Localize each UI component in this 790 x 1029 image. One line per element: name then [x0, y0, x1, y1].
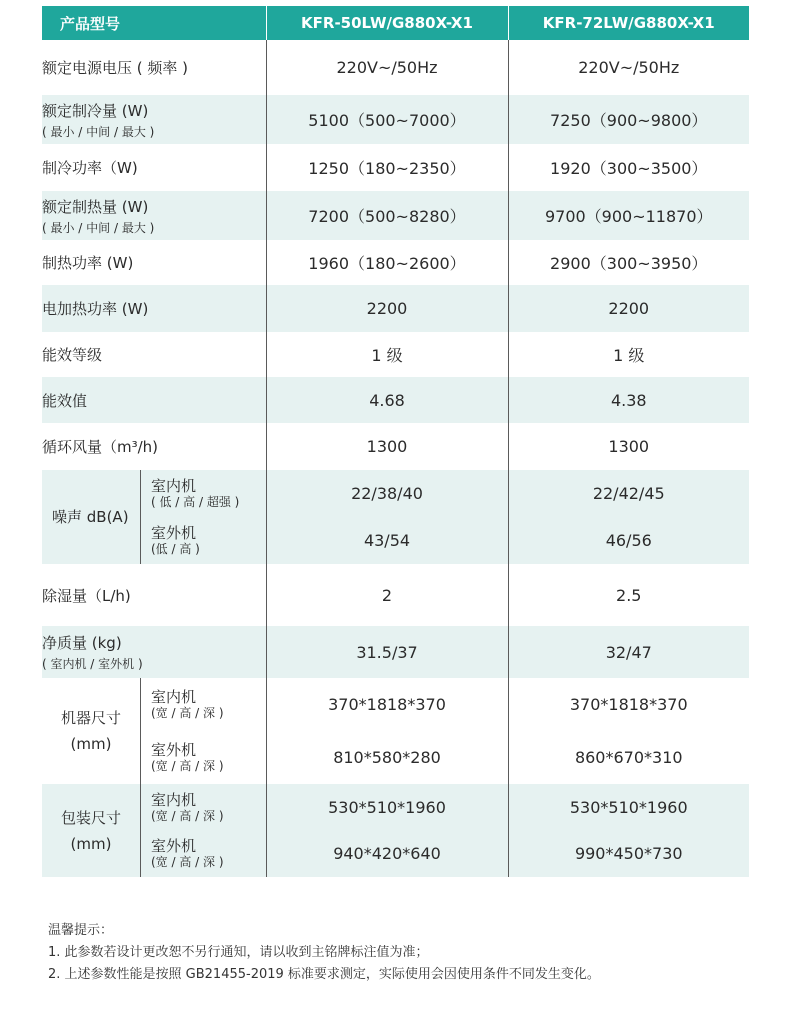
row-label: 净质量 (kg) — [42, 634, 122, 652]
outdoor-value: 990*450*730 — [574, 844, 683, 864]
value-model-1: 1250（180~2350） — [266, 144, 508, 191]
value-model-1 — [266, 470, 508, 564]
value-model-1 — [266, 784, 508, 877]
value-model-2 — [508, 784, 749, 877]
row-efficiency-grade — [42, 332, 749, 377]
outdoor-label: 室外机 — [151, 837, 197, 856]
indoor-sublabel: (宽 / 高 / 深 ) — [151, 808, 224, 823]
header-model-2: KFR-72LW/G880X-X1 — [508, 6, 749, 40]
row-label: 额定制冷量 (W) — [42, 101, 149, 120]
row-dehumidification — [42, 564, 749, 626]
indoor-sublabel: ( 低 / 高 / 超强 ) — [151, 495, 240, 509]
note-line-2: 2. 上述参数性能是按照 GB21455-2019 标准要求测定，实际使用会因使用条件不同发生变化。 — [48, 967, 600, 982]
value-model-2: 2900（300~3950） — [508, 240, 749, 285]
row-cooling-capacity — [42, 95, 749, 144]
value-model-1: 2200 — [266, 285, 508, 332]
row-label: 制热功率 (W) — [42, 240, 266, 285]
row-label: 能效等级 — [42, 332, 266, 377]
value-model-1: 5100（500~7000） — [266, 95, 508, 144]
row-package-size — [42, 784, 749, 877]
value-model-2: 1 级 — [508, 332, 749, 377]
row-machine-size — [42, 678, 749, 784]
value-model-1: 1 级 — [266, 332, 508, 377]
header-model-label: 产品型号 — [42, 6, 266, 40]
outdoor-value: 43/54 — [363, 531, 411, 550]
outdoor-sublabel: (低 / 高 ) — [151, 542, 200, 556]
row-label: 除湿量（L/h) — [42, 564, 266, 626]
row-label: 额定电源电压 ( 频率 ) — [42, 40, 266, 95]
row-voltage — [42, 40, 749, 95]
value-model-2: 1300 — [508, 423, 749, 470]
row-label-unit: (mm) — [70, 834, 112, 853]
value-model-1 — [266, 678, 508, 784]
value-model-2: 2200 — [508, 285, 749, 332]
row-sublabel: ( 最小 / 中间 / 最大 ) — [42, 124, 155, 139]
row-net-weight — [42, 626, 749, 678]
outdoor-sublabel: (宽 / 高 / 深 ) — [151, 855, 224, 870]
indoor-label: 室内机 — [151, 688, 197, 706]
outdoor-value: 860*670*310 — [574, 748, 683, 767]
row-noise — [42, 470, 749, 564]
indoor-sublabel: (宽 / 高 / 深 ) — [151, 706, 224, 720]
notes-title: 温馨提示： — [48, 923, 114, 938]
row-cooling-power — [42, 144, 749, 191]
indoor-value: 370*1818*370 — [328, 695, 446, 714]
row-label: 噪声 dB(A) — [42, 470, 141, 564]
value-model-1: 220V~/50Hz — [266, 40, 508, 95]
outdoor-value: 940*420*640 — [333, 844, 441, 864]
value-model-2: 4.38 — [508, 377, 749, 423]
indoor-value: 530*510*1960 — [328, 797, 446, 817]
row-label-cell — [42, 678, 266, 784]
row-sublabel: ( 最小 / 中间 / 最大 ) — [42, 220, 155, 235]
indoor-label: 室内机 — [151, 790, 197, 809]
value-model-2: 32/47 — [508, 626, 749, 678]
indoor-label: 室内机 — [151, 477, 197, 495]
row-heating-capacity — [42, 191, 749, 240]
outdoor-label: 室外机 — [151, 524, 197, 542]
row-label-cell — [42, 626, 266, 678]
value-model-1: 2 — [266, 564, 508, 626]
spec-table — [42, 6, 749, 877]
row-label-line1: 包装尺寸 — [60, 808, 121, 827]
row-label-cell — [42, 470, 266, 564]
row-efficiency-value — [42, 377, 749, 423]
row-label-cell — [42, 95, 266, 144]
row-label: 能效值 — [42, 377, 266, 423]
notes-section — [48, 920, 600, 986]
outdoor-value: 810*580*280 — [333, 748, 441, 767]
value-model-1: 7200（500~8280） — [266, 191, 508, 240]
row-heating-power — [42, 240, 749, 285]
indoor-value: 370*1818*370 — [569, 695, 688, 714]
value-model-1: 4.68 — [266, 377, 508, 423]
outdoor-label: 室外机 — [151, 741, 197, 759]
row-label — [42, 678, 141, 784]
indoor-value: 530*510*1960 — [569, 797, 688, 817]
indoor-value: 22/38/40 — [351, 484, 423, 503]
row-label: 额定制热量 (W) — [42, 197, 149, 216]
outdoor-sublabel: (宽 / 高 / 深 ) — [151, 759, 224, 773]
row-label: 制冷功率（W) — [42, 144, 266, 191]
row-label: 循环风量（m³/h) — [42, 423, 266, 470]
value-model-2 — [508, 470, 749, 564]
note-line-1: 1. 此参数若设计更改恕不另行通知，请以收到主铭牌标注值为准； — [48, 945, 429, 960]
row-label: 电加热功率 (W) — [42, 285, 266, 332]
value-model-1: 1300 — [266, 423, 508, 470]
row-electric-heating — [42, 285, 749, 332]
row-label-cell — [42, 784, 266, 877]
value-model-1: 1960（180~2600） — [266, 240, 508, 285]
row-sublabel: ( 室内机 / 室外机 ) — [42, 657, 143, 671]
row-label-cell — [42, 191, 266, 240]
value-model-2: 220V~/50Hz — [508, 40, 749, 95]
value-model-1: 31.5/37 — [266, 626, 508, 678]
row-airflow — [42, 423, 749, 470]
row-label-line1: 机器尺寸 — [60, 709, 121, 727]
header-model-1: KFR-50LW/G880X-X1 — [266, 6, 508, 40]
value-model-2 — [508, 678, 749, 784]
value-model-2: 2.5 — [508, 564, 749, 626]
indoor-value: 22/42/45 — [592, 484, 665, 503]
row-label-unit: (mm) — [70, 735, 112, 753]
row-label — [42, 784, 141, 877]
value-model-2: 9700（900~11870） — [508, 191, 749, 240]
value-model-2: 7250（900~9800） — [508, 95, 749, 144]
table-header-row — [42, 6, 749, 40]
value-model-2: 1920（300~3500） — [508, 144, 749, 191]
outdoor-value: 46/56 — [605, 531, 652, 550]
